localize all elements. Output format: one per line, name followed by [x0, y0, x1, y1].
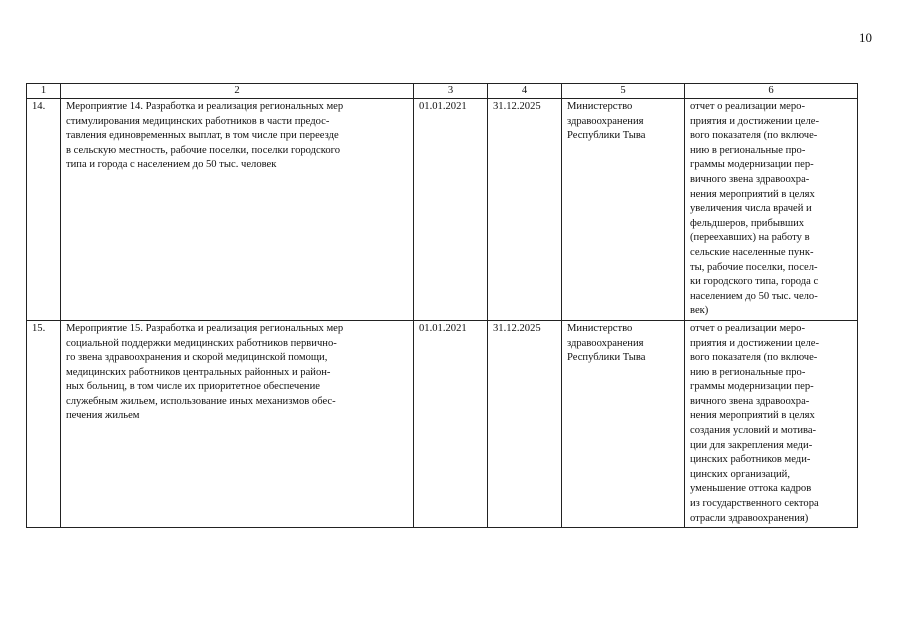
expected-result: отчет о реализации меро- приятия и достижении целе- вого показателя (по включе- нию в региональные про- граммы модернизации пер- вичного звена здравоохра- нения мероприятий в целях увеличения числа врачей и фельдшеров, прибывших (переехавших) на работу в сельские населенные пунк- ты, рабочие поселки, посел- ки городского типа, города с населением до 50 тыс. чело- век) — [685, 99, 858, 321]
end-date: 31.12.2025 — [488, 320, 562, 527]
column-header-1: 1 — [27, 84, 61, 99]
column-header-6: 6 — [685, 84, 858, 99]
executor: Министерство здравоохранения Республики Тыва — [562, 99, 685, 321]
executor: Министерство здравоохранения Республики Тыва — [562, 320, 685, 527]
table-row — [27, 99, 858, 321]
table-header-row — [27, 84, 858, 99]
row-number: 15. — [27, 320, 61, 527]
column-header-4: 4 — [488, 84, 562, 99]
activity-description: Мероприятие 15. Разработка и реализация региональных мер социальной поддержки медицинских работников первично- го звена здравоохранения и скорой медицинской помощи, медицинских работников центральных районных и район- ных больниц, в том числе их приоритетное обеспечение служебным жильем, использование иных механизмов обес- печения жильем — [61, 320, 414, 527]
table-row — [27, 320, 858, 527]
start-date: 01.01.2021 — [414, 99, 488, 321]
column-header-3: 3 — [414, 84, 488, 99]
column-header-5: 5 — [562, 84, 685, 99]
column-header-2: 2 — [61, 84, 414, 99]
measures-table — [26, 83, 858, 528]
activity-description: Мероприятие 14. Разработка и реализация региональных мер стимулирования медицинских работников в части предос- тавления единовременных выплат, в том числе при переезде в сельскую местность, рабочие поселки, поселки городского типа и города с населением до 50 тыс. человек — [61, 99, 414, 321]
end-date: 31.12.2025 — [488, 99, 562, 321]
page-number: 10 — [859, 30, 872, 45]
start-date: 01.01.2021 — [414, 320, 488, 527]
row-number: 14. — [27, 99, 61, 321]
expected-result: отчет о реализации меро- приятия и достижении целе- вого показателя (по включе- нию в региональные про- граммы модернизации пер- вичного звена здравоохра- нения мероприятий в целях создания условий и мотива- ции для закрепления меди- цинских работников меди- цинских организаций, уменьшение оттока кадров из государственного сектора отрасли здравоохранения) — [685, 320, 858, 527]
